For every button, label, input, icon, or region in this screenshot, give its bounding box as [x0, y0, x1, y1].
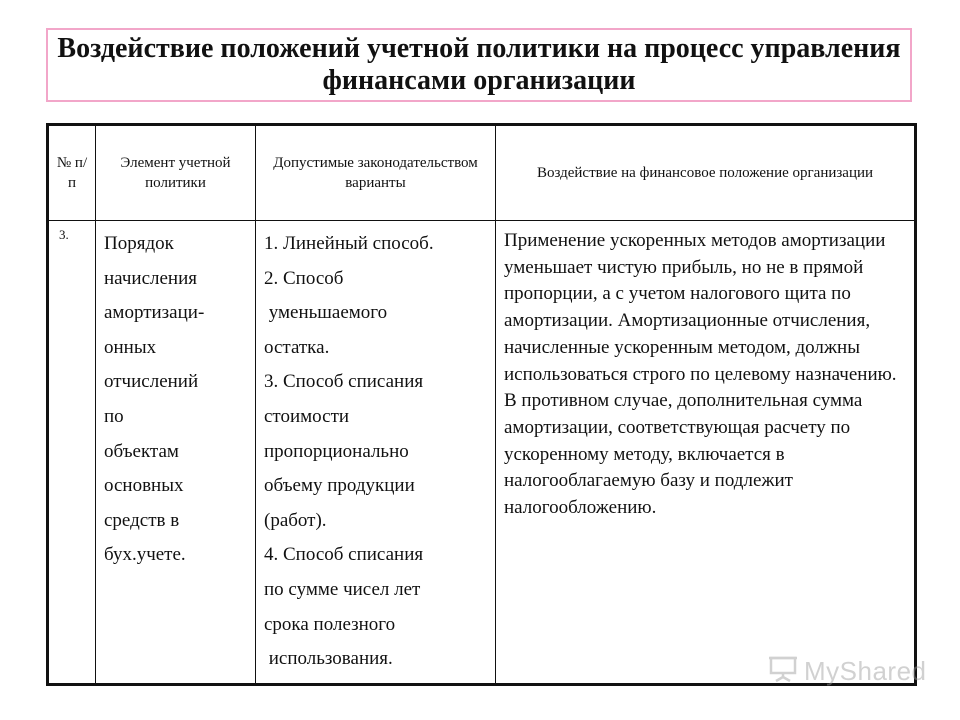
element-line: объектам — [104, 440, 179, 462]
element-line: основных — [104, 475, 184, 497]
slide-title: Воздействие положений учетной политики на процесс управления финансами организации — [57, 33, 901, 96]
variant-line: остатка. — [264, 336, 330, 358]
row-number: 3. — [48, 221, 96, 685]
element-line: амортизаци- — [104, 302, 205, 324]
watermark — [768, 654, 927, 689]
element-line: начисления — [104, 267, 197, 289]
header-number: № п/ п — [48, 125, 96, 221]
variant-lines — [264, 227, 487, 677]
accounting-policy-table — [46, 123, 917, 686]
variant-line: уменьшаемого — [264, 302, 388, 324]
variant-line: 4. Способ списания — [264, 544, 424, 566]
element-lines — [104, 227, 247, 573]
header-impact: Воздействие на финансовое положение организации — [496, 125, 916, 221]
variants-cell — [256, 221, 496, 685]
element-line: онных — [104, 336, 157, 358]
variant-line: срока полезного — [264, 613, 396, 635]
variant-line: объему продукции — [264, 475, 415, 497]
element-line: бух.учете. — [104, 544, 186, 566]
element-cell — [96, 221, 256, 685]
element-line: Порядок — [104, 233, 174, 254]
variant-line: (работ). — [264, 509, 327, 531]
table-row — [48, 221, 916, 685]
variant-line: 2. Способ — [264, 267, 344, 289]
element-line: по — [104, 405, 124, 427]
variant-line: пропорционально — [264, 440, 409, 462]
presentation-board-icon — [768, 654, 798, 689]
header-variants: Допустимые законодательством варианты — [256, 125, 496, 221]
impact-text: Применение ускоренных методов амортизации уменьшает чистую прибыль, но не в прямой пропорции, а с учетом налогового щита по амортизации. Амортизационные отчисления, начисленные ускоренным методом, должны использоваться строго по целевому назначению. В противном случае, дополнительная сумма амортизации, соответствующая расчету по ускоренному методу, включается в налогооблагаемую базу и подлежит налогообложению. — [504, 230, 897, 519]
variant-line: по сумме чисел лет — [264, 578, 421, 600]
variant-line: стоимости — [264, 405, 350, 427]
variant-line: использования. — [264, 648, 393, 670]
watermark-text: MyShared — [804, 656, 927, 686]
variant-line: 3. Способ списания — [264, 371, 424, 393]
header-element: Элемент учетной политики — [96, 125, 256, 221]
table-header-row — [48, 125, 916, 221]
title-box — [46, 28, 912, 102]
variant-line: 1. Линейный способ. — [264, 233, 434, 254]
impact-cell — [496, 221, 916, 685]
element-line: отчислений — [104, 371, 199, 393]
element-line: средств в — [104, 509, 180, 531]
